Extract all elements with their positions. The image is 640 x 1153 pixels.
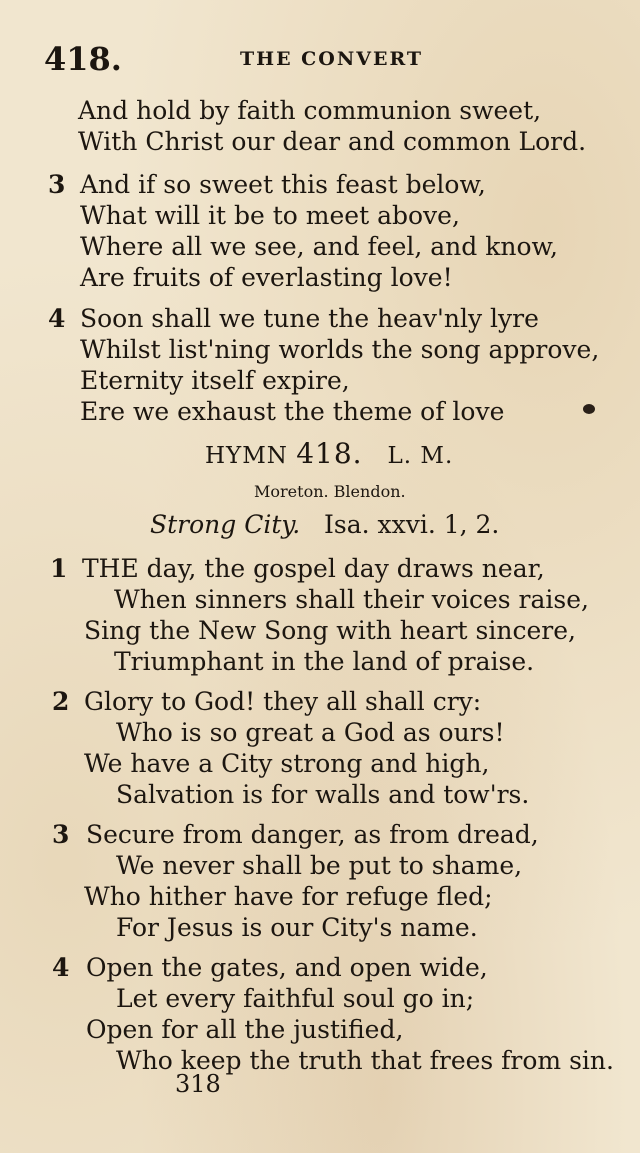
hymn-title (205, 437, 453, 470)
verse-line: Secure from danger, as from dread, (86, 820, 539, 849)
verse-number: 2 (52, 687, 70, 716)
verse-line: Whilst list'ning worlds the song approve, (80, 335, 600, 364)
verse-line: Open for all the justified, (86, 1015, 404, 1044)
hymn-subject (150, 510, 499, 539)
scripture-reference: Isa. xxvi. 1, 2. (324, 510, 500, 539)
subject-title: Strong City. (150, 510, 301, 539)
verse-line: And if so sweet this feast below, (80, 170, 486, 199)
verse-line: Salvation is for walls and tow'rs. (116, 780, 530, 809)
verse-line: Sing the New Song with heart sincere, (84, 616, 576, 645)
page-header (44, 40, 604, 80)
running-title: THE CONVERT (240, 48, 424, 70)
verse-number: 3 (52, 820, 70, 849)
hymn-tunes: Moreton. Blendon. (254, 482, 406, 501)
hymn-label: HYMN (205, 443, 288, 469)
page-number: 418. (44, 40, 122, 78)
verse-line: Who is so great a God as ours! (116, 718, 505, 747)
verse-line: Are fruits of everlasting love! (80, 263, 453, 292)
verse-line: And hold by faith communion sweet, (78, 96, 542, 125)
verse-line: Triumphant in the land of praise. (114, 647, 535, 676)
signature-mark: 318 (175, 1070, 221, 1098)
verse-line: THE day, the gospel day draws near, (82, 554, 545, 583)
verse-line: Glory to God! they all shall cry: (84, 687, 482, 716)
verse-line: Eternity itself expire, (80, 366, 350, 395)
verse-line: With Christ our dear and common Lord. (78, 127, 587, 156)
verse-line: For Jesus is our City's name. (116, 913, 478, 942)
ink-ornament (583, 404, 595, 414)
verse-line: Let every faithful soul go in; (116, 984, 475, 1013)
verse-line: We have a City strong and high, (84, 749, 490, 778)
verse-line: We never shall be put to shame, (116, 851, 523, 880)
hymn-number: 418. (296, 437, 363, 470)
verse-number: 1 (50, 554, 68, 583)
verse-line: Open the gates, and open wide, (86, 953, 488, 982)
verse-number: 4 (48, 304, 66, 333)
verse-line: What will it be to meet above, (80, 201, 460, 230)
verse-line: Ere we exhaust the theme of love (80, 397, 505, 426)
verse-line: Who keep the truth that frees from sin. (116, 1046, 614, 1075)
verse-line: Who hither have for refuge fled; (84, 882, 493, 911)
verse-number: 4 (52, 953, 70, 982)
verse-line: Soon shall we tune the heav'nly lyre (80, 304, 539, 333)
verse-line: When sinners shall their voices raise, (114, 585, 589, 614)
verse-number: 3 (48, 170, 66, 199)
verse-line: Where all we see, and feel, and know, (80, 232, 558, 261)
hymn-meter: L. M. (387, 443, 454, 469)
